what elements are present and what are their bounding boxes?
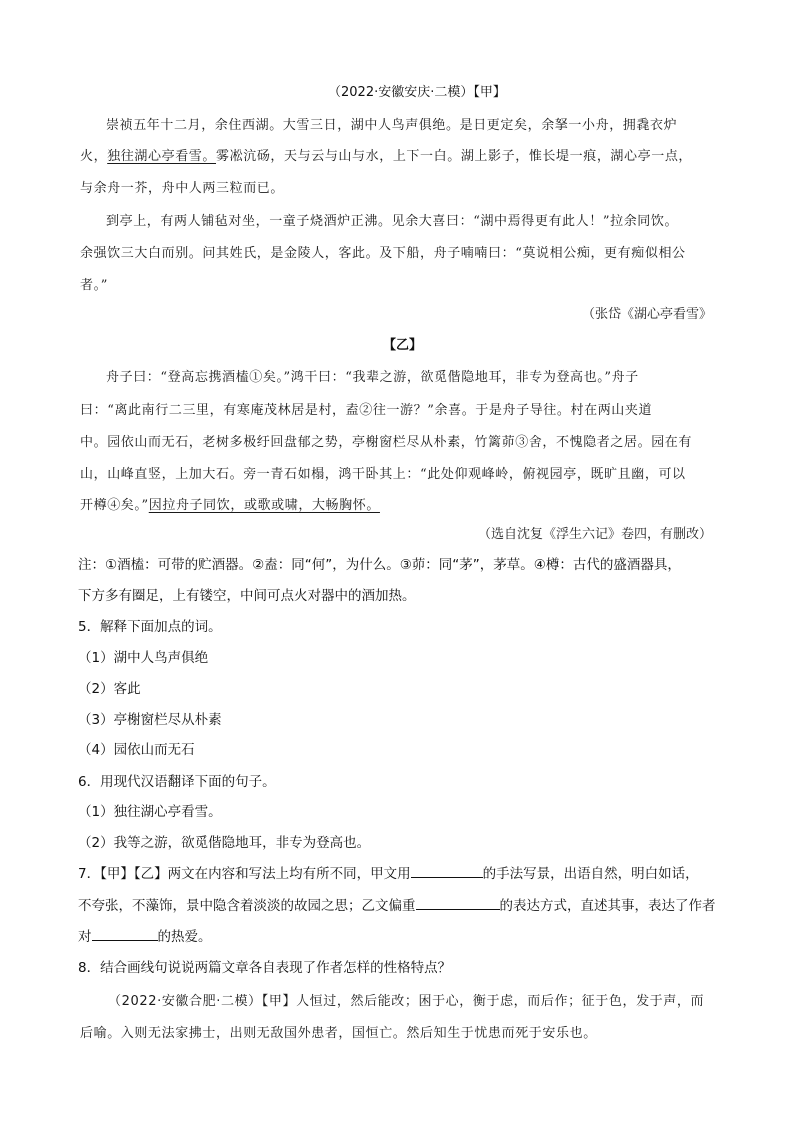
question-6: 6．用现代汉语翻译下面的句子。 [78, 774, 276, 790]
passage-a-line: 者。” [80, 278, 108, 293]
question-5-item: （2）客此 [78, 681, 141, 697]
passage-a-line: 崇祯五年十二月，余住西湖。大雪三日，湖中人鸟声俱绝。是日更定矣，余拏一小舟，拥毳衣炉 [106, 118, 678, 133]
answer-blank[interactable] [411, 863, 483, 878]
question-7-text: 的表达方式，直述其事，表达了作者 [499, 898, 716, 914]
passage-b-line: 舟子曰：“登高忘携酒榼①矣。”鸿干曰：“我辈之游，欲觅偕隐地耳，非专为登高也。”舟子 [106, 370, 639, 385]
question-7-line [78, 925, 212, 945]
next-passage-heading: （2022·安徽合肥·二模）【甲】 [108, 994, 297, 1009]
passage-b-heading: 【乙】 [383, 338, 423, 353]
next-passage-line [108, 990, 704, 1009]
passage-b-source: （选自沈复《浮生六记》卷四，有删改） [477, 527, 712, 542]
notes-line: 下方多有圈足，上有镂空，中间可点火对器中的酒加热。 [78, 588, 416, 604]
question-5-item: （1）湖中人鸟声俱绝 [78, 650, 209, 666]
passage-b-line: 中。园依山而无石，老树多极纡回盘郁之势，亭榭窗栏尽从朴素，竹篱茆③舍，不愧隐者之居。园在有 [80, 435, 693, 450]
notes-line: 注：①酒榼：可带的贮酒器。②盍：同“何”，为什么。③茆：同“茅”，茅草。④樽：古代的盛酒器具， [78, 557, 681, 573]
underlined-sentence-b: 因拉舟子同饮，或歌或啸，大畅胸怀。 [148, 498, 380, 513]
question-7-text: 不夸张，不藻饰，景中隐含着淡淡的故园之思；乙文偏重 [78, 898, 416, 914]
question-7-line [78, 894, 716, 914]
passage-b-line [80, 494, 380, 513]
passage-a-text: 雾凇沆砀，天与云与山与水，上下一白。湖上影子，惟长堤一痕，湖心亭一点， [216, 149, 693, 164]
passage-a-line [80, 145, 692, 164]
passage-b-text: 开樽④矣。” [80, 498, 149, 513]
passage-b-line: 山，山峰直竖，上加大石。旁一青石如榻，鸿干卧其上：“此处仰观峰岭，俯视园亭，既旷且幽，可以 [80, 467, 686, 482]
answer-blank[interactable] [92, 926, 158, 941]
passage-a-text: 火， [80, 149, 108, 164]
question-7-line [78, 862, 699, 882]
next-passage-line: 后喻。入则无法家拂士，出则无敌国外患者，国恒亡。然后知生于忧患而死于安乐也。 [80, 1026, 597, 1041]
question-5-item: （4）园依山而无石 [78, 742, 195, 758]
underlined-sentence-a: 独往湖心亭看雪。 [107, 149, 217, 164]
question-7-text: 的手法写景，出语自然，明白如话， [482, 866, 699, 882]
passage-b-line: 曰：“离此南行二三里，有寒庵茂林居是村，盍②往一游？”余喜。于是舟子导往。村在两山夹道 [80, 403, 653, 418]
question-7-text: 对 [78, 929, 92, 945]
question-5-item: （3）亭榭窗栏尽从朴素 [78, 712, 222, 728]
question-6-item: （2）我等之游，欲觅偕隐地耳，非专为登高也。 [78, 835, 371, 851]
passage-a-heading: （2022·安徽安庆·二模）【甲】 [328, 85, 506, 100]
question-5: 5．解释下面加点的词。 [78, 619, 222, 635]
question-8: 8．结合画线句说说两篇文章各自表现了作者怎样的性格特点？ [78, 960, 452, 976]
question-7-text: 的热爱。 [157, 929, 212, 945]
passage-a-line: 到亭上，有两人铺毡对坐，一童子烧酒炉正沸。见余大喜曰：“湖中焉得更有此人！”拉余同饮。 [106, 214, 679, 229]
passage-a-source: （张岱《湖心亭看雪》 [581, 307, 712, 322]
answer-blank[interactable] [416, 895, 500, 910]
question-7-text: 7．【甲】【乙】两文在内容和写法上均有所不同，甲文用 [78, 866, 411, 882]
next-passage-text: 人恒过，然后能改；困于心，衡于虑，而后作；征于色，发于声，而 [296, 994, 705, 1009]
passage-a-line: 余强饮三大白而别。问其姓氏，是金陵人，客此。及下船，舟子喃喃曰：“莫说相公痴，更有痴似相公 [80, 246, 686, 261]
passage-a-line: 与余舟一芥，舟中人两三粒而已。 [80, 181, 285, 196]
question-6-item: （1）独往湖心亭看雪。 [78, 804, 222, 820]
